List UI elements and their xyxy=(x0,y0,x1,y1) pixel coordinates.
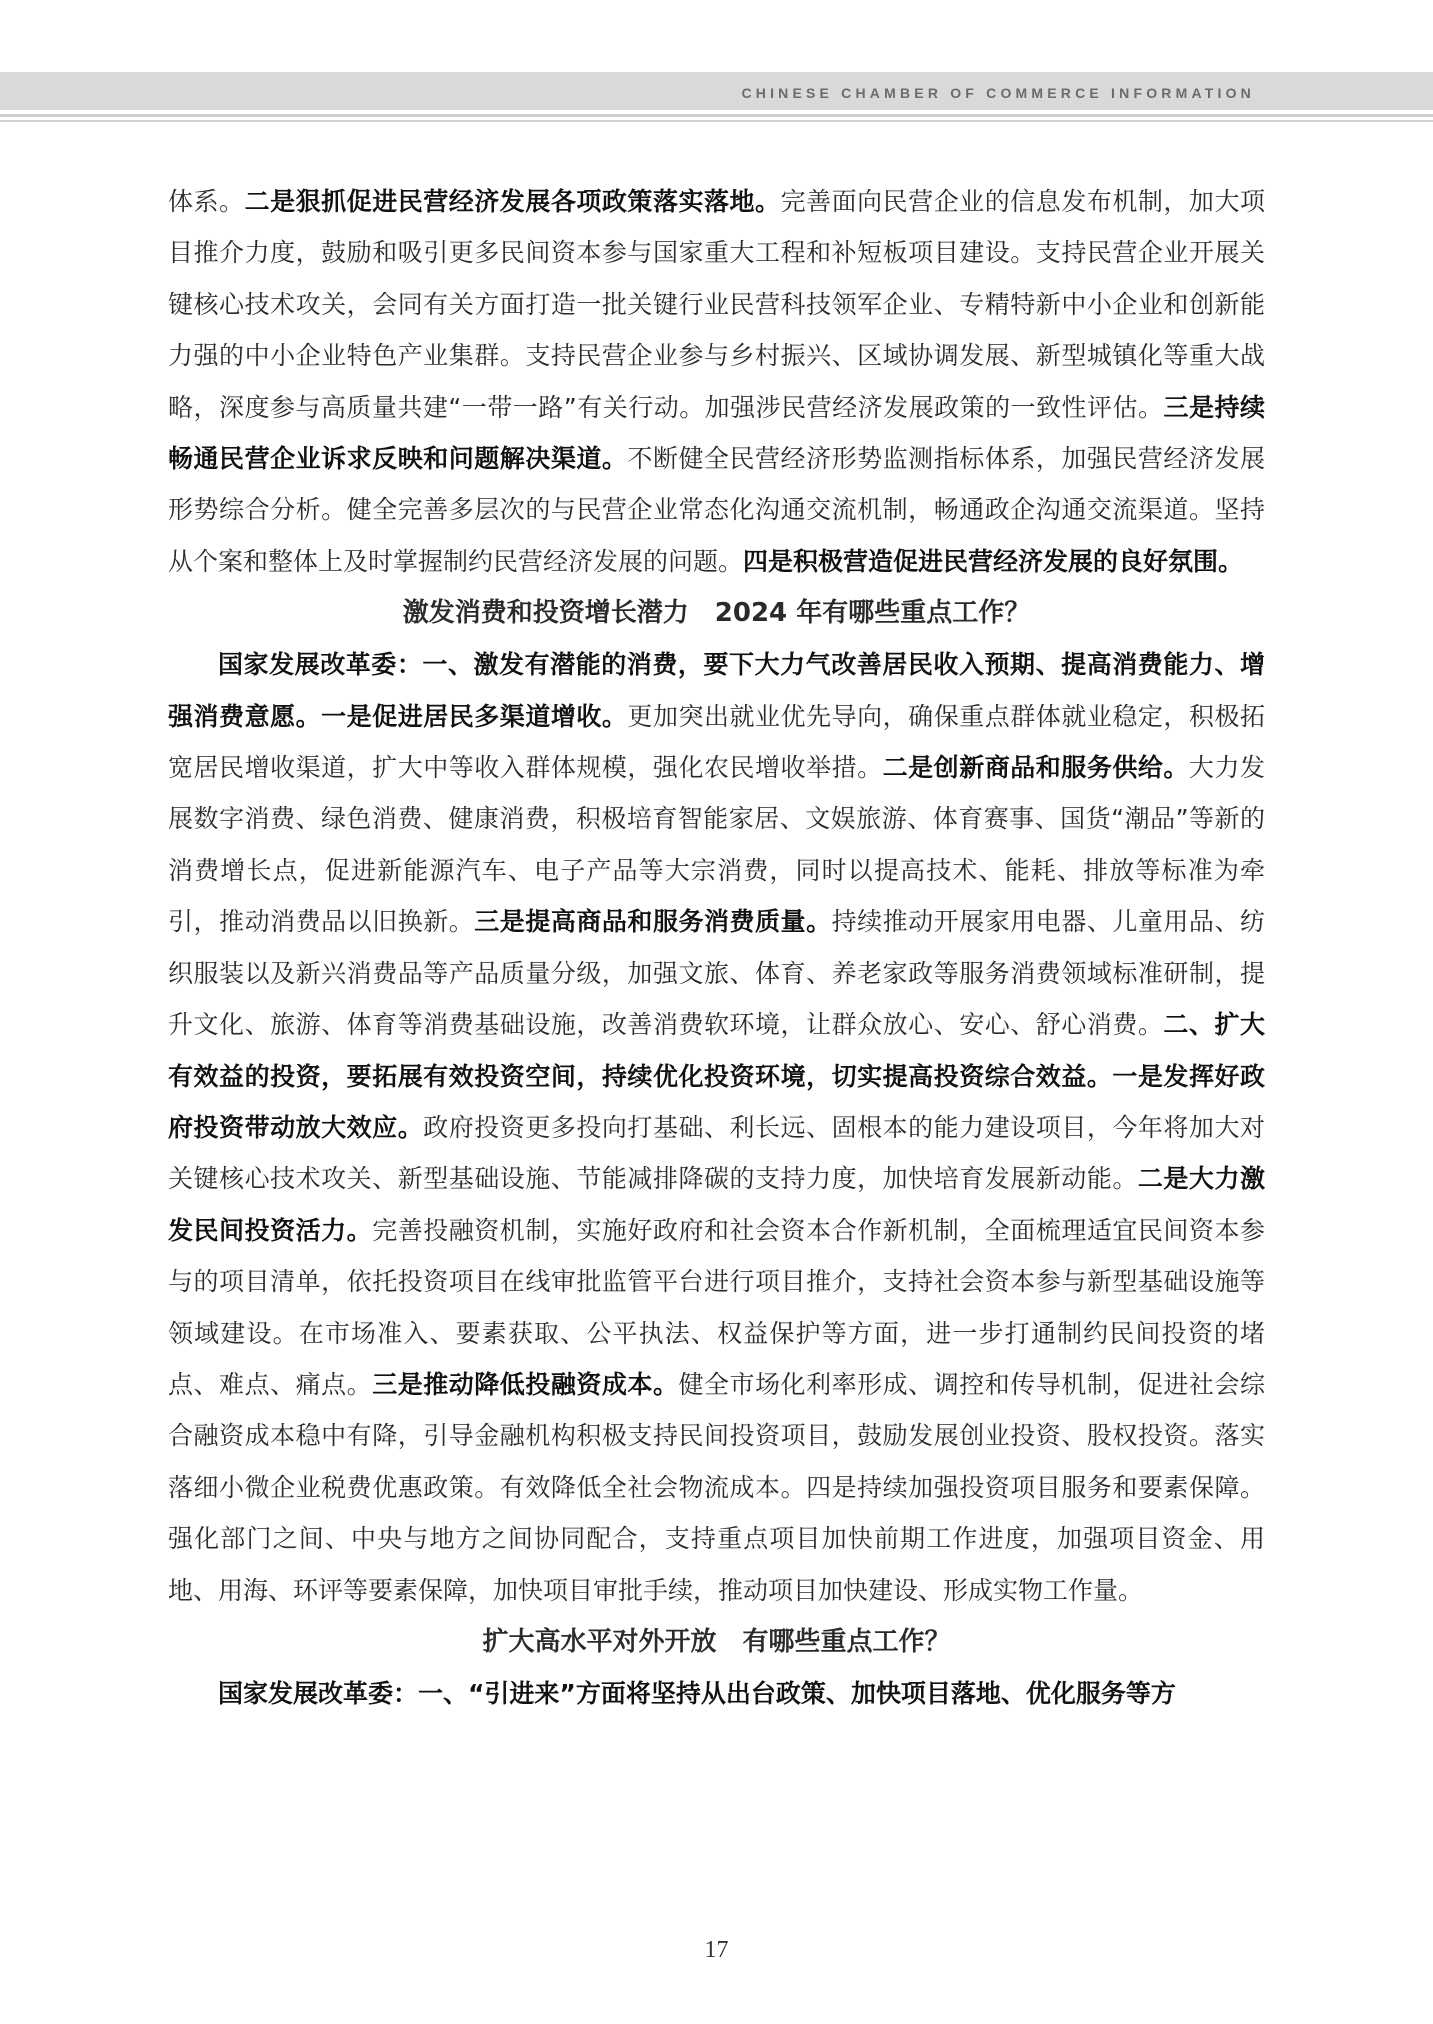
text-span: 大力发展数字消费、绿色消费、健康消费，积极培育智能家居、文娱旅游、体育赛事、国货“潮品”等新的消费增长点，促进新能源汽车、电子产品等大宗消费，同时以提高技术、能耗、排放等标准为牵引，推动消费品以旧换新。 xyxy=(168,753,1265,937)
text-span: 不断健全民营经济形势监测指标体系，加强民营经济发展形势综合分析。健全完善多层次的与民营企业常态化沟通交流机制，畅通政企沟通交流渠道。坚持从个案和整体上及时掌握制约民营经济发展的问题。 xyxy=(168,444,1265,576)
text-span: 政府投资更多投向打基础、利长远、固根本的能力建设项目，今年将加大对关键核心技术攻关、新型基础设施、节能减排降碳的支持力度，加快培育发展新动能。 xyxy=(168,1112,1265,1194)
bold-point: 三是持续畅通民营企业诉求反映和问题解决渠道。 xyxy=(168,392,1265,474)
article-body xyxy=(168,176,1265,1719)
bold-point: 二是大力激发民间投资活力。 xyxy=(168,1164,1265,1245)
paragraph-private-economy xyxy=(168,176,1265,587)
section-heading-opening-up: 扩大高水平对外开放 有哪些重点工作？ xyxy=(482,1626,951,1657)
page-number: 17 xyxy=(704,1937,729,1963)
bold-point: 国家发展改革委：一、“引进来”方面将坚持从出台政策、加快项目落地、优化服务等方 xyxy=(218,1678,1176,1708)
section-heading-consumption-investment: 激发消费和投资增长潜力 2024 年有哪些重点工作？ xyxy=(402,598,1031,629)
bold-point: 二、扩大有效益的投资，要拓展有效投资空间，持续优化投资环境，切实提高投资综合效益。一是发挥好政府投资带动放大效应。 xyxy=(168,1010,1265,1142)
bold-point: 二是狠抓促进民营经济发展各项政策落实落地。 xyxy=(244,187,781,216)
header-rule xyxy=(0,114,1433,117)
bold-point: 四是积极营造促进民营经济发展的良好氛围。 xyxy=(743,546,1244,576)
publication-title: CHINESE CHAMBER OF COMMERCE INFORMATION xyxy=(741,85,1255,101)
text-span: 体系。 xyxy=(168,187,245,216)
paragraph-opening-up xyxy=(168,1668,1265,1719)
bold-point: 国家发展改革委：一、激发有潜能的消费，要下大力气改善居民收入预期、提高消费能力、增强消费意愿。一是促进居民多渠道增收。 xyxy=(168,650,1265,731)
text-span: 更加突出就业优先导向，确保重点群体就业稳定，积极拓宽居民增收渠道，扩大中等收入群体规模，强化农民增收举措。 xyxy=(168,701,1265,783)
bold-point: 三是提高商品和服务消费质量。 xyxy=(474,907,832,937)
paragraph-consumption-investment xyxy=(168,639,1265,1616)
text-span: 完善面向民营企业的信息发布机制，加大项目推介力度，鼓励和吸引更多民间资本参与国家重大工程和补短板项目建设。支持民营企业开展关键核心技术攻关，会同有关方面打造一批关键行业民营科技领军企业、专精特新中小企业和创新能力强的中小企业特色产业集群。支持民营企业参与乡村振兴、区域协调发展、新型城镇化等重大战略，深度参与高质量共建“一带一路”有关行动。加强涉民营经济发展政策的一致性评估。 xyxy=(168,187,1265,422)
bold-point: 三是推动降低投融资成本。 xyxy=(372,1369,679,1399)
bold-point: 二是创新商品和服务供给。 xyxy=(882,753,1189,783)
text-span: 持续推动开展家用电器、儿童用品、纺织服装以及新兴消费品等产品质量分级，加强文旅、体育、养老家政等服务消费领域标准研制，提升文化、旅游、体育等消费基础设施，改善消费软环境，让群众放心、安心、舒心消费。 xyxy=(168,907,1265,1040)
text-span: 完善投融资机制，实施好政府和社会资本合作新机制，全面梳理适宜民间资本参与的项目清单，依托投资项目在线审批监管平台进行项目推介，支持社会资本参与新型基础设施等领域建设。在市场准入、要素获取、公平执法、权益保护等方面，进一步打通制约民间投资的堵点、难点、痛点。 xyxy=(168,1215,1265,1399)
header-rule-thin xyxy=(0,120,1433,122)
text-span: 健全市场化利率形成、调控和传导机制，促进社会综合融资成本稳中有降，引导金融机构积极支持民间投资项目，鼓励发展创业投资、股权投资。落实落细小微企业税费优惠政策。有效降低全社会物流成本。四是持续加强投资项目服务和要素保障。强化部门之间、中央与地方之间协同配合，支持重点项目加快前期工作进度，加强项目资金、用地、用海、环评等要素保障，加快项目审批手续，推动项目加快建设、形成实物工作量。 xyxy=(168,1369,1265,1605)
